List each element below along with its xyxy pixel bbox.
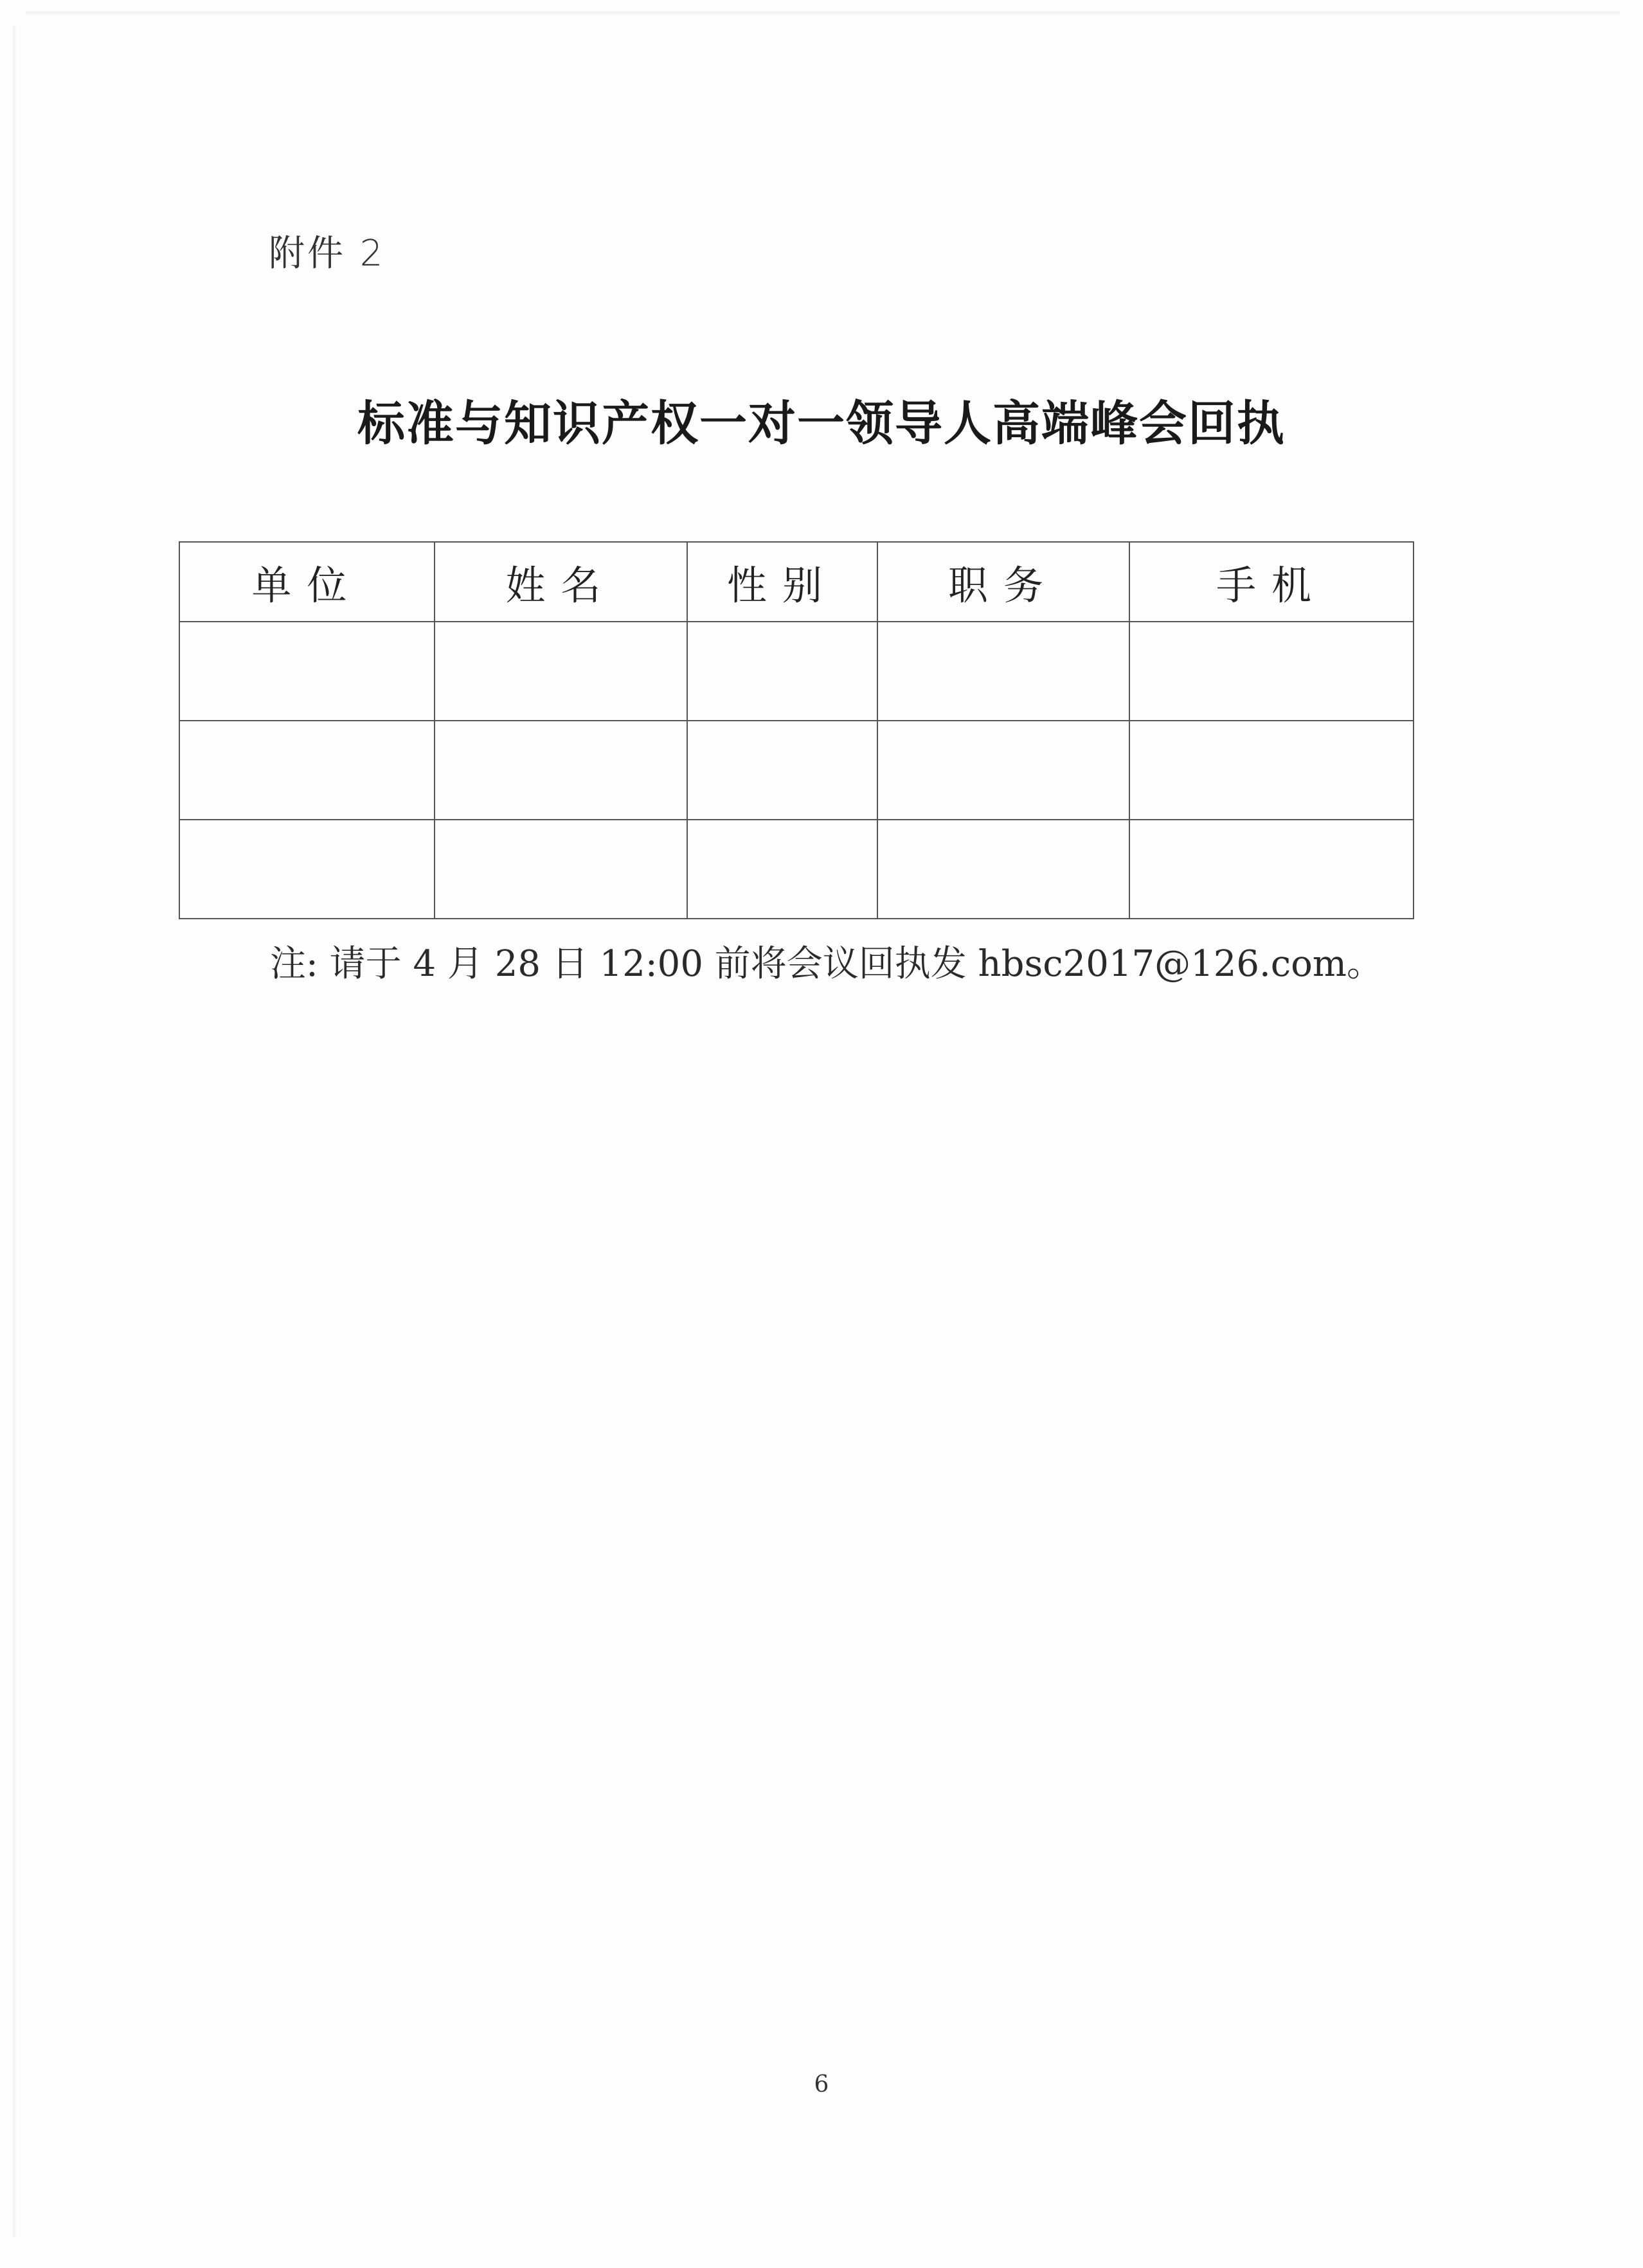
header-unit: 单位 [179, 542, 435, 622]
table-cell[interactable] [687, 622, 877, 721]
table-cell[interactable] [687, 721, 877, 820]
table-cell[interactable] [179, 820, 435, 919]
table-cell[interactable] [1129, 622, 1414, 721]
table-cell[interactable] [877, 721, 1129, 820]
reply-form-table [179, 541, 1414, 919]
table-cell[interactable] [435, 721, 687, 820]
table-row [179, 820, 1414, 919]
table-cell[interactable] [1129, 721, 1414, 820]
table-cell[interactable] [435, 622, 687, 721]
header-name: 姓名 [435, 542, 687, 622]
table-row [179, 721, 1414, 820]
header-phone: 手机 [1129, 542, 1414, 622]
submission-note: 注: 请于 4 月 28 日 12:00 前将会议回执发 hbsc2017@126.com。 [270, 943, 1383, 985]
table-cell[interactable] [179, 721, 435, 820]
table-row [179, 622, 1414, 721]
table-header-row [179, 542, 1414, 622]
header-gender: 性别 [687, 542, 877, 622]
scan-edge-top [26, 12, 1620, 15]
scan-edge-left [13, 26, 17, 2237]
page-number: 6 [814, 2071, 829, 2098]
table-cell[interactable] [687, 820, 877, 919]
table-cell[interactable] [877, 820, 1129, 919]
table-cell[interactable] [1129, 820, 1414, 919]
attachment-label: 附件 2 [269, 233, 386, 274]
table-cell[interactable] [179, 622, 435, 721]
table-cell[interactable] [435, 820, 687, 919]
header-position: 职务 [877, 542, 1129, 622]
document-title: 标准与知识产权一对一领导人高端峰会回执 [357, 396, 1286, 451]
table-cell[interactable] [877, 622, 1129, 721]
